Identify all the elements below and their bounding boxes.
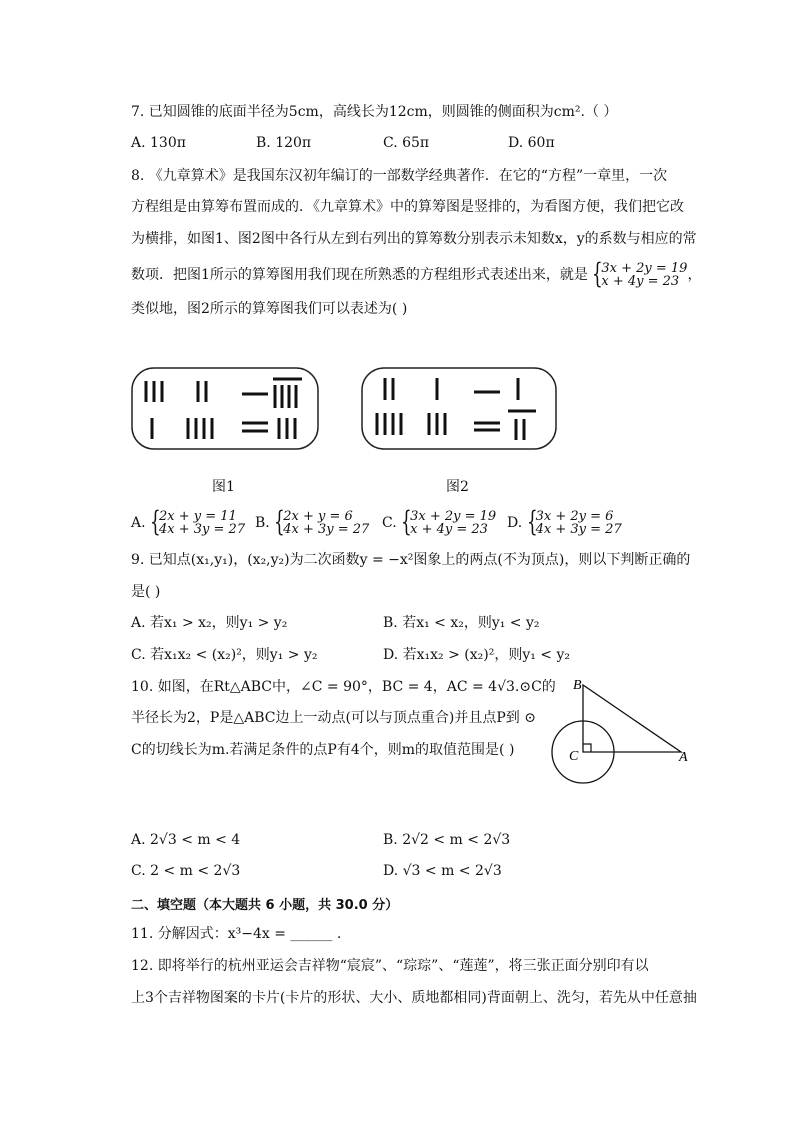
q8-option-a-label: A. — [131, 515, 146, 531]
q10-option-b: B. 2√2 < m < 2√3 — [383, 832, 511, 848]
q8-example-eq-1: { 3x + 2y = 19 — [601, 261, 688, 276]
q8-line-4-text: 数项．把图1所示的算筹图用我们现在所熟悉的方程组形式表述出来，就是 — [131, 267, 588, 283]
q8-option-d-label: D. — [507, 515, 523, 531]
q7-option-a: A. 130π — [131, 135, 186, 151]
section-heading-fill-in: 二、填空题（本大题共 6 小题，共 30.0 分） — [131, 898, 399, 913]
q8-option-d-system — [527, 510, 622, 536]
q8-example-eq-2: x + 4y = 23 — [601, 274, 680, 289]
q8-option-d-eq-1: { 3x + 2y = 6 — [535, 509, 614, 524]
q8-option-a-system — [150, 510, 245, 536]
q8-option-c — [382, 510, 496, 536]
q8-line-4-end: ， — [687, 267, 702, 283]
q8-line-1: 8. 《九章算术》是我国东汉初年编订的一部数学经典著作．在它的“方程”一章里，一次 — [131, 168, 668, 184]
q10-line-1: 10. 如图，在Rt△ABC中，∠C = 90°，BC = 4，AC = 4√3.⊙C的 — [131, 679, 556, 695]
q10-line-2: 半径长为2，P是△ABC边上一动点(可以与顶点重合)并且点P到 ⊙ — [131, 710, 536, 726]
q8-line-4 — [131, 262, 701, 288]
q12-line-1: 12. 即将举行的杭州亚运会吉祥物“宸宸”、“琮琮”、“莲莲”，将三张正面分别印有以 — [131, 958, 649, 974]
label-b: B — [573, 678, 582, 693]
q11-text: 11. 分解因式：x³−4x = ______ . — [131, 926, 342, 942]
q8-option-c-label: C. — [382, 515, 397, 531]
q7-option-c: C. 65π — [383, 135, 430, 151]
q8-option-a-eq-1: { 2x + y = 11 — [159, 509, 237, 524]
q8-option-b-system — [274, 510, 369, 536]
q9-option-c: C. 若x₁x₂ < (x₂)²，则y₁ > y₂ — [131, 647, 318, 663]
q10-option-a: A. 2√3 < m < 4 — [131, 832, 241, 848]
q8-option-a-eq-2: 4x + 3y = 27 — [159, 522, 246, 537]
q9-option-d: D. 若x₁x₂ > (x₂)²，则y₁ < y₂ — [383, 647, 570, 663]
q8-option-a — [131, 510, 245, 536]
q7-option-b: B. 120π — [256, 135, 312, 151]
figure-1-caption: 图1 — [212, 479, 235, 495]
q8-line-5: 类似地，图2所示的算筹图我们可以表述为( ) — [131, 301, 408, 317]
q8-option-c-system — [401, 510, 496, 536]
q8-option-b-eq-1: { 2x + y = 6 — [283, 509, 353, 524]
q7-option-d: D. 60π — [508, 135, 555, 151]
q8-option-b — [255, 510, 369, 536]
q10-line-3: C的切线长为m.若满足条件的点P有4个，则m的取值范围是( ) — [131, 742, 515, 758]
q8-example-system — [592, 262, 687, 288]
q8-line-3: 为横排，如图1、图2图中各行从左到右列出的算筹数分别表示未知数x，y的系数与相应的常 — [131, 231, 697, 247]
figure-2-caption: 图2 — [446, 479, 469, 495]
q8-option-b-label: B. — [255, 515, 270, 531]
label-a: A — [679, 750, 688, 765]
q8-option-d-eq-2: 4x + 3y = 27 — [535, 522, 622, 537]
q12-line-2: 上3个吉祥物图案的卡片(卡片的形状、大小、质地都相同)背面朝上、洗匀，若先从中任意抽 — [131, 990, 697, 1006]
q7-stem: 7. 已知圆锥的底面半径为5cm，高线长为12cm，则圆锥的侧面积为cm².（ ） — [131, 104, 618, 120]
label-c: C — [569, 749, 579, 764]
q9-option-a: A. 若x₁ > x₂，则y₁ > y₂ — [131, 615, 288, 631]
q9-option-b: B. 若x₁ < x₂，则y₁ < y₂ — [383, 615, 540, 631]
q8-option-c-eq-2: x + 4y = 23 — [410, 522, 488, 537]
q9-line-1: 9. 已知点(x₁,y₁)，(x₂,y₂)为二次函数y = −x²图象上的两点(不为顶点)，则以下判断正确的 — [131, 552, 691, 568]
q9-line-2: 是( ) — [131, 584, 161, 600]
q10-option-d: D. √3 < m < 2√3 — [383, 863, 502, 879]
q8-line-2: 方程组是由算筹布置而成的．《九章算术》中的算筹图是竖排的，为看图方便，我们把它改 — [131, 199, 684, 215]
q10-option-c: C. 2 < m < 2√3 — [131, 863, 241, 879]
q8-option-c-eq-1: { 3x + 2y = 19 — [410, 509, 497, 524]
q8-option-d — [507, 510, 622, 536]
q8-option-b-eq-2: 4x + 3y = 27 — [283, 522, 370, 537]
